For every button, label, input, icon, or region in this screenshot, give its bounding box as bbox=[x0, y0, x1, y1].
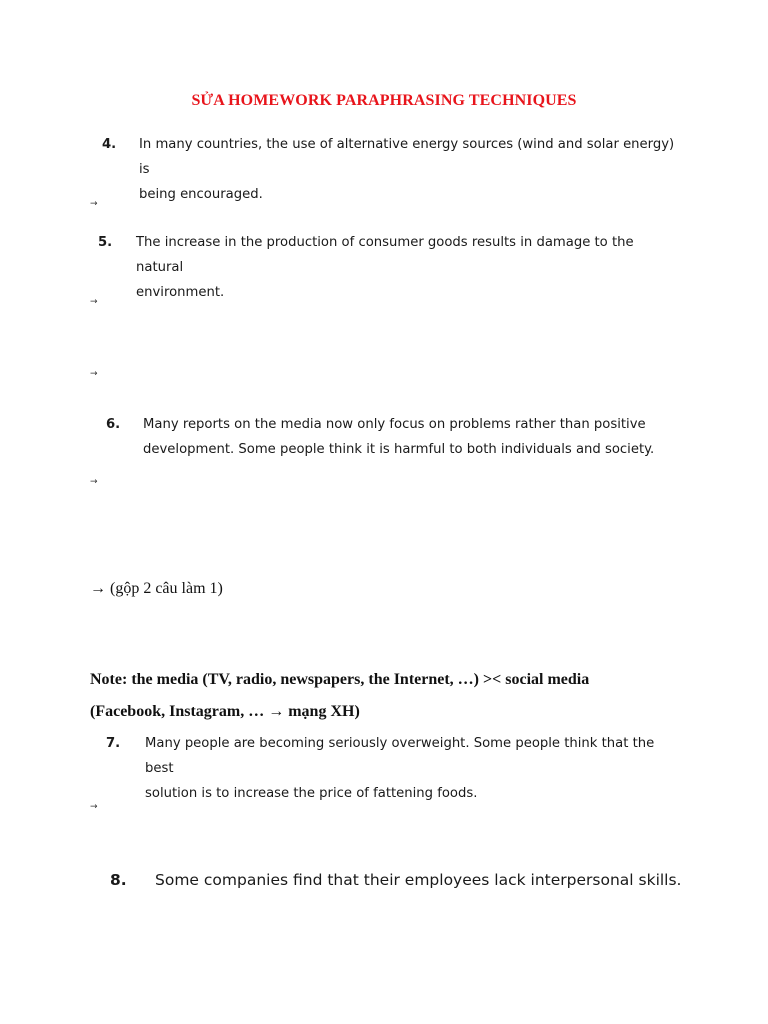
note-line-2: (Facebook, Instagram, … → mạng XH) bbox=[90, 703, 360, 720]
page-title: SỬA HOMEWORK PARAPHRASING TECHNIQUES bbox=[191, 92, 577, 109]
question-5 bbox=[98, 230, 678, 300]
answer-arrow: → bbox=[90, 802, 98, 812]
answer-arrow: → bbox=[90, 297, 98, 307]
question-6 bbox=[106, 412, 686, 464]
question-number: 8. bbox=[110, 871, 127, 889]
question-text: Many people are becoming seriously overweight. Some people think that the best solution is to increase the price of fattening foods. bbox=[145, 736, 655, 801]
answer-arrow: → bbox=[90, 199, 98, 209]
answer-arrow: → bbox=[90, 369, 98, 379]
question-number: 6. bbox=[106, 417, 121, 432]
question-text: The increase in the production of consumer goods results in damage to the natural environment. bbox=[136, 235, 634, 300]
question-number: 7. bbox=[106, 736, 121, 751]
answer-arrow: → bbox=[90, 477, 98, 487]
question-number: 5. bbox=[98, 235, 113, 250]
question-7 bbox=[106, 731, 686, 801]
question-text: In many countries, the use of alternative energy sources (wind and solar energy) is being encouraged. bbox=[139, 137, 675, 202]
question-4 bbox=[102, 132, 682, 202]
note-line-1: Note: the media (TV, radio, newspapers, the Internet, …) >< social media bbox=[90, 671, 590, 688]
combine-hint: → (gộp 2 câu làm 1) bbox=[90, 580, 223, 597]
question-text: Some companies find that their employees lack interpersonal skills. bbox=[155, 871, 682, 889]
question-number: 4. bbox=[102, 137, 117, 152]
question-8 bbox=[110, 871, 710, 895]
question-text: Many reports on the media now only focus on problems rather than positive development. Some people think it is harmful to both individuals and society. bbox=[143, 417, 655, 457]
